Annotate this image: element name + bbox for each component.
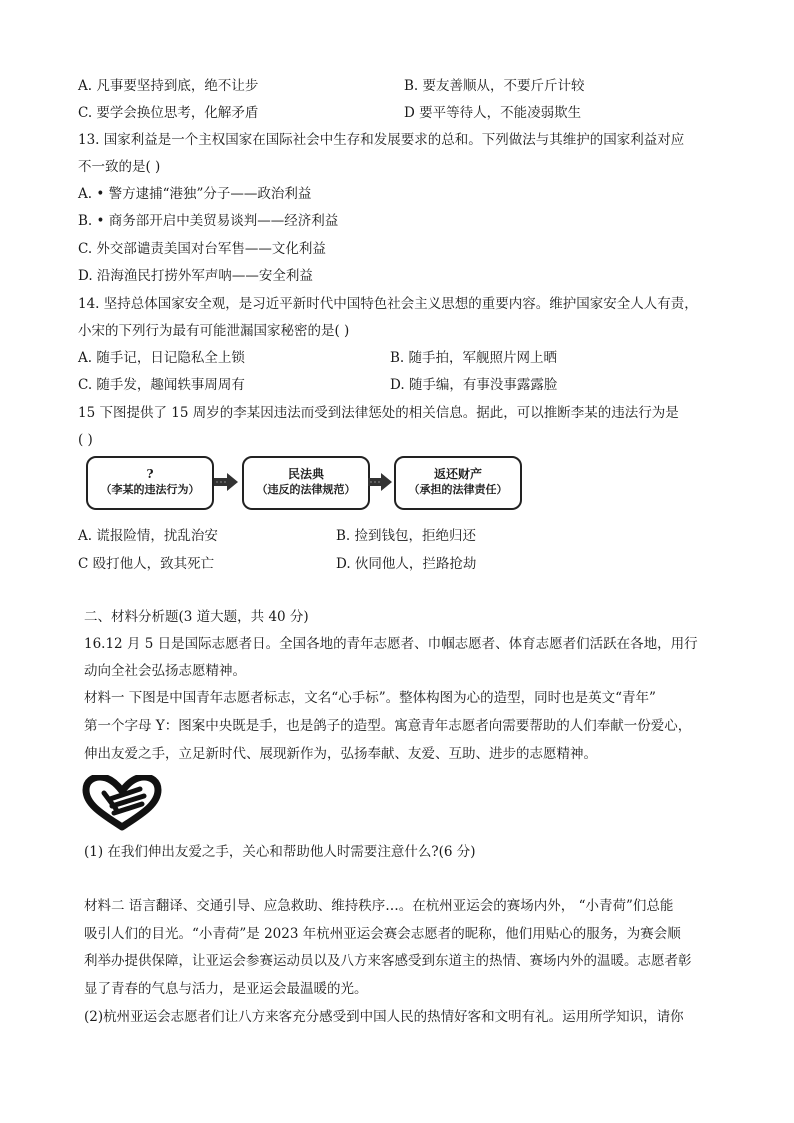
- right-arrow-icon: [368, 472, 392, 492]
- q13-option-a: A. • 警方逮捕“港独”分子——政治利益: [78, 186, 312, 202]
- material1-line2: 第一个字母 Y：图案中央既是手，也是鸽子的造型。寓意青年志愿者向需要帮助的人们奉献一份爱心，: [84, 718, 692, 734]
- q15-flow-diagram: [86, 456, 506, 518]
- flow-box-liability-sub: （承担的法律责任）: [408, 483, 508, 496]
- material2-line3: 利举办提供保障，让亚运会参赛运动员以及八方来客感受到东道主的热情、赛场内外的温暖。志愿者彰: [84, 953, 692, 969]
- volunteer-heart-hand-logo: [82, 775, 162, 831]
- flow-box-illegal-act-title: ?: [146, 467, 154, 481]
- q15-stem-line2: ( ): [78, 432, 93, 448]
- material1-line1: 材料一 下图是中国青年志愿者标志，文名“心手标”。整体构图为心的造型，同时也是英文“青年”: [84, 690, 656, 706]
- material2-line4: 显了青春的气息与活力，是亚运会最温暖的光。: [84, 981, 368, 997]
- flow-box-law: [242, 456, 370, 510]
- flow-box-liability-title: 返还财产: [433, 467, 482, 481]
- flow-box-illegal-act: [86, 456, 214, 510]
- q15-option-a: A. 谎报险情，扰乱治安: [78, 528, 218, 544]
- material2-line1: 材料二 语言翻译、交通引导、应急救助、维持秩序…。在杭州亚运会的赛场内外， “小青荷”们总能: [84, 898, 674, 914]
- q14-option-d: D. 随手编，有事没事露露脸: [390, 377, 558, 393]
- q15-option-b: B. 捡到钱包，拒绝归还: [336, 528, 477, 544]
- q16-stem-line2: 动向全社会弘扬志愿精神。: [84, 663, 246, 679]
- flow-box-liability: [394, 456, 522, 510]
- q14-option-b: B. 随手拍，军舰照片网上晒: [390, 350, 558, 366]
- q14-stem-line1: 14. 坚持总体国家安全观，是习近平新时代中国特色社会主义思想的重要内容。维护国家安全人人有责，: [78, 296, 698, 312]
- q15-option-d: D. 伙同他人，拦路抢劫: [336, 556, 477, 572]
- q14-stem-line2: 小宋的下列行为最有可能泄漏国家秘密的是( ): [78, 323, 350, 339]
- q12-option-c: C. 要学会换位思考，化解矛盾: [78, 105, 259, 121]
- material1-line3: 伸出友爱之手，立足新时代、展现新作为，弘扬奉献、友爱、互助、进步的志愿精神。: [84, 746, 597, 762]
- q16-sub-question-1: (1) 在我们伸出友爱之手，关心和帮助他人时需要注意什么?(6 分): [84, 844, 476, 860]
- section2-heading: 二、材料分析题(3 道大题，共 40 分): [84, 609, 309, 625]
- q12-option-b: B. 要友善顺从，不要斤斤计较: [404, 78, 585, 94]
- q13-option-c: C. 外交部谴责美国对台军售——文化利益: [78, 241, 326, 257]
- q14-option-c: C. 随手发，趣闻轶事周周有: [78, 377, 245, 393]
- flow-box-illegal-act-sub: （李某的违法行为）: [100, 483, 200, 496]
- q13-option-b: B. • 商务部开启中美贸易谈判——经济利益: [78, 213, 339, 229]
- material2-line2: 吸引人们的目光。“小青荷”是 2023 年杭州亚运会赛会志愿者的昵称，他们用贴心的服务，为赛会顺: [84, 926, 681, 942]
- q16-stem-line1: 16.12 月 5 日是国际志愿者日。全国各地的青年志愿者、巾帼志愿者、体育志愿者们活跃在各地，用行: [84, 636, 698, 652]
- q13-option-d: D. 沿海渔民打捞外军声呐——安全利益: [78, 268, 313, 284]
- flow-box-law-title: 民法典: [287, 467, 324, 481]
- q16-sub-question-2: (2)杭州亚运会志愿者们让八方来客充分感受到中国人民的热情好客和文明有礼。运用所学知识，请你: [84, 1009, 684, 1025]
- q12-option-d: D 要平等待人，不能凌弱欺生: [404, 105, 582, 121]
- flow-box-law-sub: （违反的法律规范）: [256, 483, 356, 496]
- q15-stem-line1: 15 下图提供了 15 周岁的李某因违法而受到法律惩处的相关信息。据此，可以推断李某的违法行为是: [78, 405, 679, 421]
- q13-stem-line1: 13. 国家利益是一个主权国家在国际社会中生存和发展要求的总和。下列做法与其维护的国家利益对应: [78, 132, 685, 148]
- q15-option-c: C 殴打他人，致其死亡: [78, 556, 215, 572]
- q13-stem-line2: 不一致的是( ): [78, 159, 161, 175]
- right-arrow-icon: [214, 472, 238, 492]
- q14-option-a: A. 随手记，日记隐私全上锁: [78, 350, 245, 366]
- q12-option-a: A. 凡事要坚持到底，绝不让步: [78, 78, 259, 94]
